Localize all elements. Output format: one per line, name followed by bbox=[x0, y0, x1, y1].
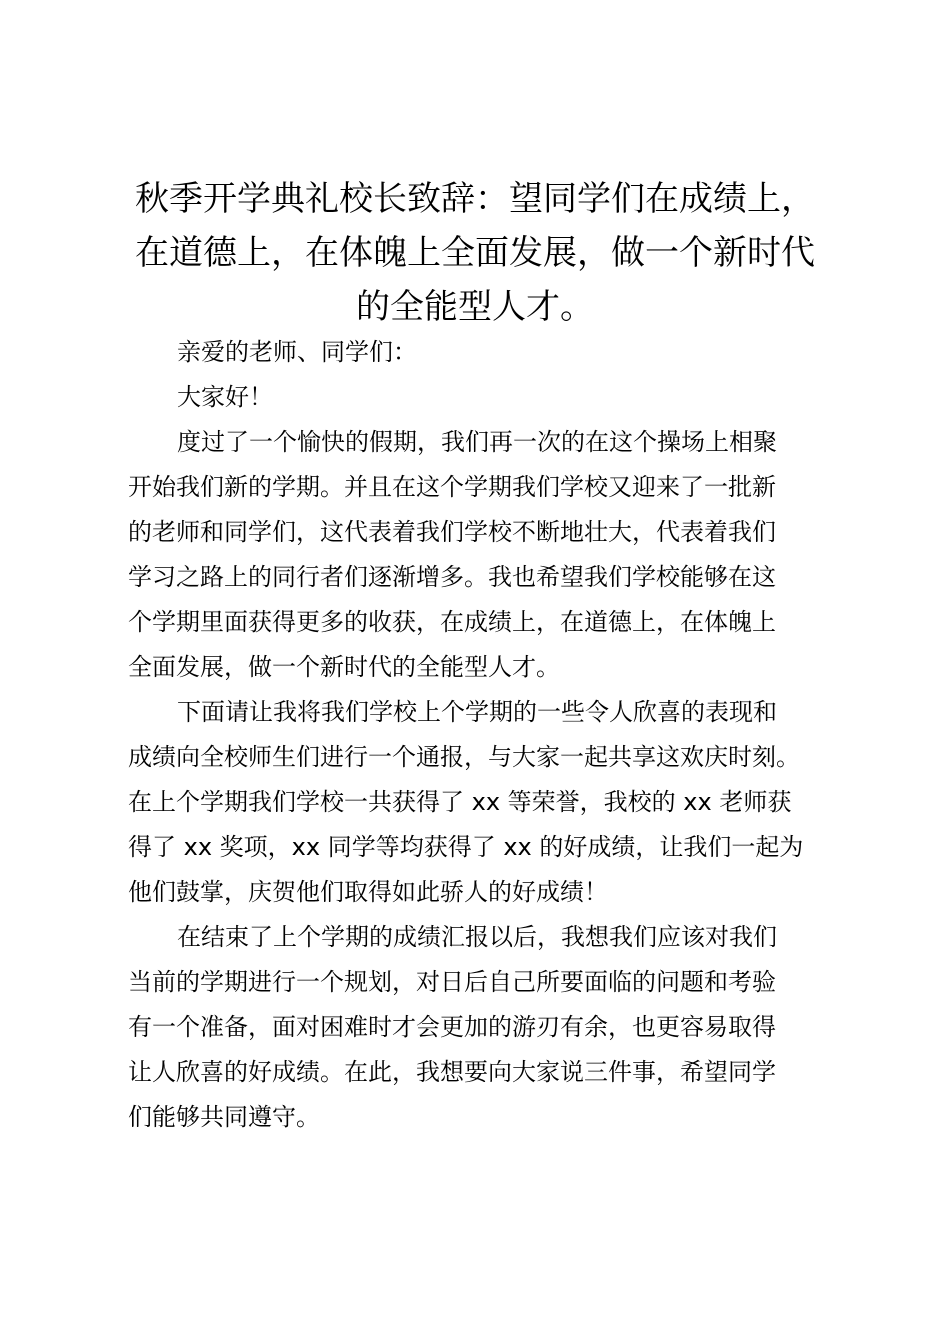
paragraph-line: 开始我们新的学期。并且在这个学期我们学校又迎来了一批新 bbox=[128, 473, 776, 501]
paragraph-3 bbox=[128, 915, 833, 1140]
greeting-text: 亲爱的老师、同学们： bbox=[177, 338, 417, 366]
document-title bbox=[100, 172, 850, 334]
paragraph-1 bbox=[128, 420, 833, 690]
document-body bbox=[128, 330, 833, 1140]
paragraph-line: 当前的学期进行一个规划，对日后自己所要面临的问题和考验 bbox=[128, 968, 776, 996]
paragraph-line: 们能够共同遵守。 bbox=[128, 1103, 320, 1131]
paragraph-line: 的老师和同学们，这代表着我们学校不断地壮大，代表着我们 bbox=[128, 518, 776, 546]
paragraph-line: 成绩向全校师生们进行一个通报，与大家一起共享这欢庆时刻。 bbox=[128, 743, 800, 771]
paragraph-line: 让人欣喜的好成绩。在此，我想要向大家说三件事，希望同学 bbox=[128, 1058, 776, 1086]
paragraph-line: 他们鼓掌，庆贺他们取得如此骄人的好成绩！ bbox=[128, 878, 608, 906]
paragraph-line: 下面请让我将我们学校上个学期的一些令人欣喜的表现和 bbox=[177, 698, 777, 726]
paragraph-2 bbox=[128, 690, 833, 915]
salutation-text: 大家好！ bbox=[177, 383, 273, 411]
title-line-1: 秋季开学典礼校长致辞：望同学们在成绩上， bbox=[135, 179, 815, 219]
paragraph-line: 学习之路上的同行者们逐渐增多。我也希望我们学校能够在这 bbox=[128, 563, 776, 591]
title-line-3: 的全能型人才。 bbox=[356, 287, 594, 327]
paragraph-line: 在上个学期我们学校一共获得了 xx 等荣誉，我校的 xx 老师获 bbox=[128, 788, 792, 816]
paragraph-line: 个学期里面获得更多的收获，在成绩上，在道德上，在体魄上 bbox=[128, 608, 776, 636]
title-line-2: 在道德上，在体魄上全面发展，做一个新时代 bbox=[135, 233, 815, 273]
paragraph-line: 得了 xx 奖项，xx 同学等均获得了 xx 的好成绩，让我们一起为 bbox=[128, 833, 804, 861]
paragraph-line: 度过了一个愉快的假期，我们再一次的在这个操场上相聚 bbox=[177, 428, 777, 456]
paragraph-line: 有一个准备，面对困难时才会更加的游刃有余，也更容易取得 bbox=[128, 1013, 776, 1041]
paragraph-line: 全面发展，做一个新时代的全能型人才。 bbox=[128, 653, 560, 681]
paragraph-line: 在结束了上个学期的成绩汇报以后，我想我们应该对我们 bbox=[177, 923, 777, 951]
